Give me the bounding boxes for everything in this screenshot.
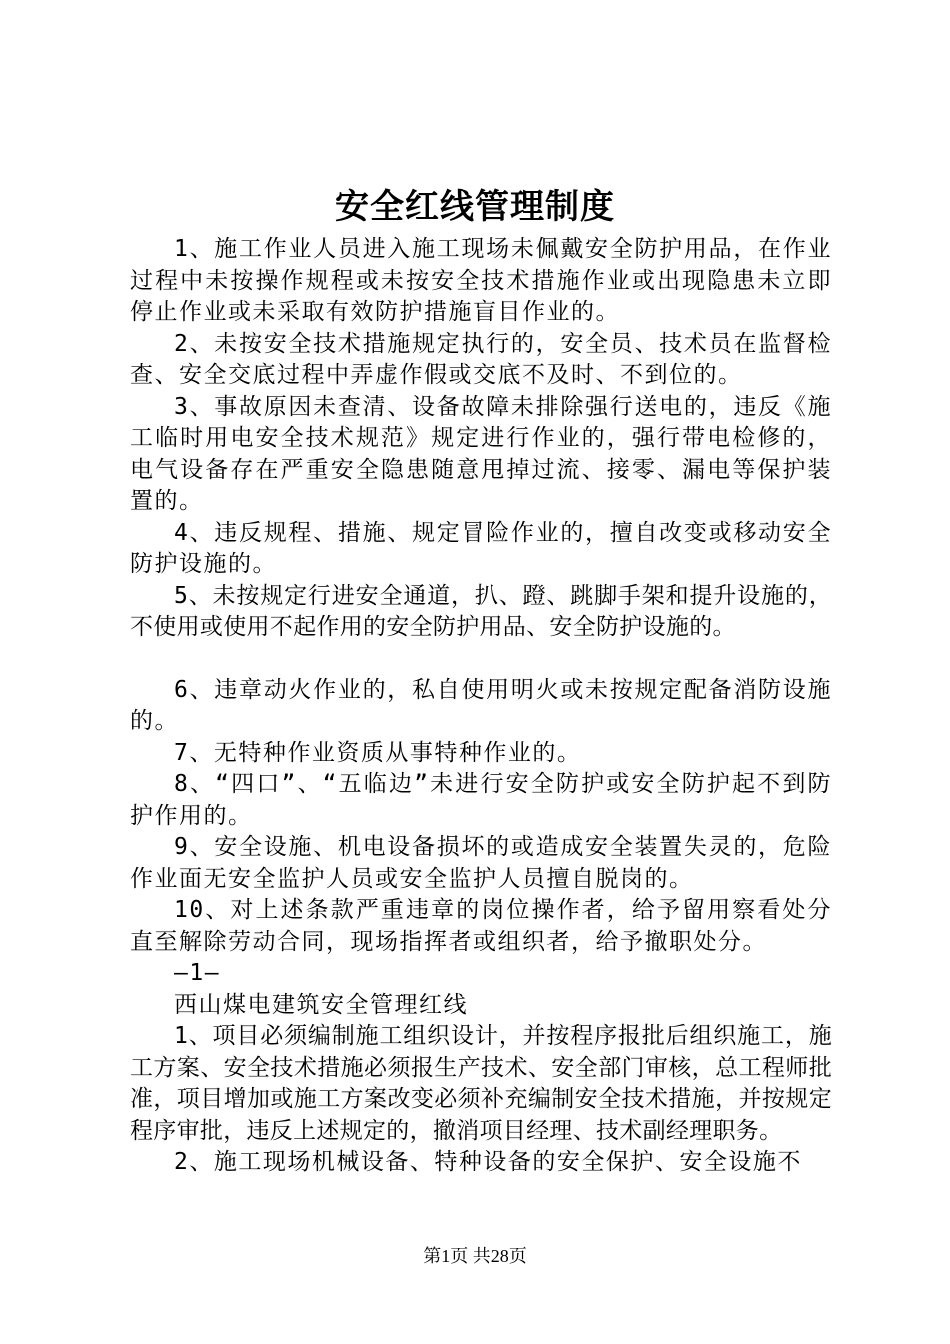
- page-marker: —1—: [174, 960, 221, 986]
- document-title: 安全红线管理制度: [335, 187, 615, 227]
- paragraph-10: 10、对上述条款严重违章的岗位操作者，给予留用察看处分直至解除劳动合同，现场指挥者或组织者，给予撤职处分。: [130, 897, 832, 955]
- section-paragraph-1: 1、项目必须编制施工组织设计，并按程序报批后组织施工，施工方案、安全技术措施必须报生产技术、安全部门审核，总工程师批准，项目增加或施工方案改变必须补充编制安全技术措施，并按规定程序审批，违反上述规定的，撤消项目经理、技术副经理职务。: [130, 1023, 832, 1144]
- paragraph-5: 5、未按规定行进安全通道，扒、蹬、跳脚手架和提升设施的，不使用或使用不起作用的安全防护用品、安全防护设施的。: [130, 582, 832, 640]
- page-footer: 第1页 共28页: [423, 1246, 527, 1266]
- paragraph-3: 3、事故原因未查清、设备故障未排除强行送电的，违反《施工临时用电安全技术规范》规定进行作业的，强行带电检修的，电气设备存在严重安全隐患随意甩掉过流、接零、漏电等保护装置的。: [130, 393, 832, 514]
- paragraph-6: 6、违章动火作业的，私自使用明火或未按规定配备消防设施的。: [130, 676, 832, 734]
- paragraph-8: 8、“四口”、“五临边”未进行安全防护或安全防护起不到防护作用的。: [130, 771, 832, 829]
- paragraph-7: 7、无特种作业资质从事特种作业的。: [174, 739, 582, 766]
- document-body: [130, 234, 832, 1179]
- paragraph-4: 4、违反规程、措施、规定冒险作业的，擅自改变或移动安全防护设施的。: [130, 519, 832, 577]
- paragraph-2: 2、未按安全技术措施规定执行的，安全员、技术员在监督检查、安全交底过程中弄虚作假或交底不及时、不到位的。: [130, 330, 832, 388]
- paragraph-1: 1、施工作业人员进入施工现场未佩戴安全防护用品，在作业过程中未按操作规程或未按安全技术措施作业或出现隐患未立即停止作业或未采取有效防护措施盲目作业的。: [130, 236, 832, 325]
- section-paragraph-2: 2、施工现场机械设备、特种设备的安全保护、安全设施不: [174, 1149, 802, 1175]
- section-heading: 西山煤电建筑安全管理红线: [174, 991, 468, 1018]
- paragraph-9: 9、安全设施、机电设备损坏的或造成安全装置失灵的，危险作业面无安全监护人员或安全监护人员擅自脱岗的。: [130, 834, 832, 892]
- blank-line: [130, 644, 832, 675]
